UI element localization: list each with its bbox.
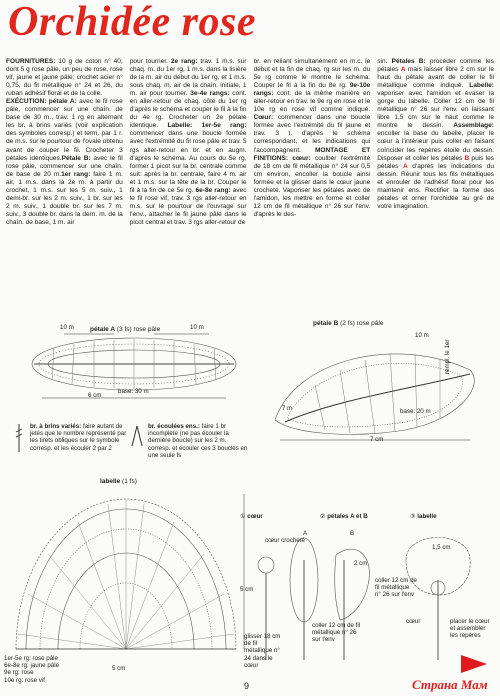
row68-heading: 6e-8e rang: [195,186,231,194]
col2-text-3: cont. en aller-retour de chaq. côté du 1er rg d'après le schéma et couper le fil à la fin du 4e rg. Crocheter un 2e pétale identique. [129,90,247,130]
labelle-finish-heading: Labelle: [469,82,494,90]
labelle-legend: 1er-5e rg: rose pâle 6e-8e rg: jaune pâle 9e rg: rose 10e rg: rose vif [4,655,60,684]
col2-text-2: trav. 1 m.s. sur chaq. m. du 1er rg, 1 m.s. dans la lisière de la m. air du début du 1er rg, et 1 m.s. sous chaq. m. air de la chaîn. initiale, 1 m. air pour tourner. [129,58,247,98]
dim-2: 2 cm [354,560,368,567]
col4-text-4: vaporiser avec l'amidon et évaser la gorge du labelle. Coller 12 cm de fil métallique n° 26 sur l'env. en laissant libre 1,5 cm sur le haut comme le montre le dessin. [377,90,494,130]
letter-a: A [400,66,406,74]
letter-a2: A [402,162,408,170]
petal-b-letter: B [350,530,355,537]
coeur-crochete-label: cœur crocheté [265,537,305,544]
petal-b-note: rempl. le 1er [444,339,451,374]
letter-b: B [464,154,470,162]
col4-text-6: puis les pétales [377,154,494,170]
assemblage-heading: Assemblage: [453,122,494,130]
labelle-diagram [8,484,252,664]
supplies-heading: FOURNITURES: [6,58,56,65]
legend-symbol-1 [14,424,24,454]
col4-text-7: d'après les indications du dessin. Réunir tous les fils métalliques et enrouler de l'adhésif floral pour les maintenir ens. Rectifier la forme des pétales et orner l'orchidée au gré de votre imagination. [377,162,494,210]
labelle-label: labelle (1 fs) [100,478,137,485]
col3-text-2: cont. de la même manière en aller-retour en trav. le 9e rg en rose et le 10e rg en rose vif comme indiqué. [253,90,371,114]
supplies-text: 10 g de coton n° 40, dont 5 g rose pâle, un peu de rose, rose vif, jaune et jaune pâle; crochet acier n° 0,75, du fil métallique n° 24 et 26, du ruban adhésif floral et de la colle. [6,58,123,98]
petal-b-heading: Pétale B: [61,154,91,162]
row1-heading: 1er rang: [61,170,91,178]
labelle-dim-base: 5 cm [112,665,126,672]
col4-text-1: sin. [377,58,388,65]
petal-a-dim-top-right: 10 m [190,324,204,331]
petal-b-dim-base: base: 20 m [400,408,431,415]
row2-heading: 2e rang: [170,58,198,65]
petal-b-text: avec le fil rose pâle, commencer sur une chaîn. de base de 20 m. [6,154,123,178]
col2-text-1: pour tourner. [129,58,168,65]
labelle-dim-side: 5 cm [240,586,254,593]
coeur-lab-label: cœur [406,618,421,625]
page-number: 9 [244,681,250,691]
step-3: ③ labelle [410,513,437,520]
column-2 [130,58,247,314]
col2-text-5: avec le fil rose vif, trav. 3 rgs aller-retour en m.s. sur le pourtour de l'ouvrage sur l'env., attacher le fil jaune pâle dans le picot central et trav. 3 rgs aller-retour de [129,186,247,226]
petal-a-diagram [14,332,244,412]
petal-b-diagram [255,330,495,450]
step-2: ② pétales A et B [320,513,368,520]
petal-b-dim-width: 7 cm [370,436,384,443]
col4-text-5: encoller la base du labelle, placer le cœur à l'intérieur puis coller en faisant coïncider les repères étoile du dessin. Disposer et coller les pétales [377,130,494,162]
coller-lab-label: coller 12 cm de fil métallique n° 26 sur l'env [375,577,417,599]
coller-ab-label: coller 12 cm de fil métallique n° 26 sur l'env [312,622,361,644]
legend-item-1: br. à brins variés: faire autant de jetés que le nombre représenté par les tirets obliques sur le symbole corresp. et les écouler 2 par 2 [30,423,127,452]
site-watermark: Страна Мам [412,677,488,692]
coeur-heading: Cœur: [253,114,274,122]
column-4 [377,58,494,314]
col3-text-3: commencer dans une boucle formée avec l'extrémité du fil jaune et trav. 3 t. d'après le schéma correspondant, et les indications qui l'accompagnent. [253,114,371,154]
petal-a-dim-width: 6 cm [88,392,102,399]
instructions-text [6,58,494,314]
row1-text: faire 1 m. air, 1 m.s. dans la 2e m. à partir du crochet, 1 m.s. sur les 5 m. suiv., 1 demi-br. sur les 2 m. suiv., 1 br. sur les 2 m. suiv., 1 double br. sur les 7 m. suiv., 3 double br. dans la dern. m. de la chaîn. de base, 1 m. air [6,170,123,226]
glisser-label: glisser 18 cm de fil métallique n° 24 dans le cœur [244,633,281,669]
legend-symbol-2 [130,424,144,448]
row34-heading: 3e-4e rangs: [190,90,230,98]
execution-heading: EXÉCUTION: pétale A: [6,98,77,106]
petal-a-dim-top: 10 m [60,324,74,331]
step-1: ① cœur [240,513,263,520]
col4-text-2: procéder comme les pétales [377,58,494,74]
petal-b-dim-top: 10 m [415,332,429,339]
petal-a-text: avec le fil rose pâle, commencer sur une chaîn. de base de 30 m., trav. 1 rg en alternant les br. à brins variés (voir explication des symboles corresp.) et term. par 1 r. de m.s. sur le pourtour de l'ovale obtenu avant de couper le fil. Crocheter 3 pétales identiques. [6,98,123,162]
petales-b-heading: Pétales B: [391,58,426,65]
column-1 [6,58,123,314]
petal-a-label: pétale A (3 fs) rose pâle [90,326,161,333]
labelle-heading: Labelle: 1er-5e rang: [167,122,247,130]
petal-b-dim-side: 7 m [282,405,293,412]
petal-a-dim-base: base: 30 m [118,388,149,395]
col3-text-4: coulber l'extrémité de 18 cm de fil métallique n° 24 sur 0,5 cm environ, encoller la boucle ainsi formée et la glisser dans le cœur jaune crocheté. Vaporiser les pétales avec de l'amidon, les mettre en forme et coller 12 cm de fil métallique n° 26 sur l'env. d'après le des- [253,154,371,218]
placer-label: placer le cœur et assembler les repères [450,618,490,640]
petal-b-label: pétale B (2 fs) rose pâle [313,320,384,327]
page-title: Orchidée rose [8,0,256,45]
row910-heading: 9e-10e rangs: [253,82,371,98]
next-arrow-icon [461,655,487,673]
legend-item-2: br. écoulées ens.: faire 1 br incomplète (ne pas écouler la dernière boucle) sur les 2 m. corresp. et écouler ces 3 boucles en une seule fs [148,423,248,459]
col4-text-3: mais laisser libre 2 cm sur le haut du pétale avant de coller le fil métallique comme indiqué. [377,66,494,90]
dim-15: 1,5 cm [432,544,451,551]
col3-text-1: br. en reliant simultanément en m.c. le début et la fin de chaq. rg sur les m. du 5e rg comme le montre le schéma. Couper le fil à la fin du 8e rg. [253,58,371,90]
column-3 [254,58,371,314]
montage-heading: MONTAGE ET FINITIONS: cœur: [253,146,371,162]
petal-a-letter: A [303,530,308,537]
col2-text-4: commencer dans une boucle formée avec l'extrémité du fil rose pâle et trav. 5 rgs aller-retour en br. et en augm. d'après le schéma. Au cours du 5e rg, former 1 picot sur la br. centrale comme suit: après la br. centrale, faire 4 m. air et 1 m.s. sur la tête de la br. Couper le fil à la fin de ce 5e rg. [129,130,247,194]
